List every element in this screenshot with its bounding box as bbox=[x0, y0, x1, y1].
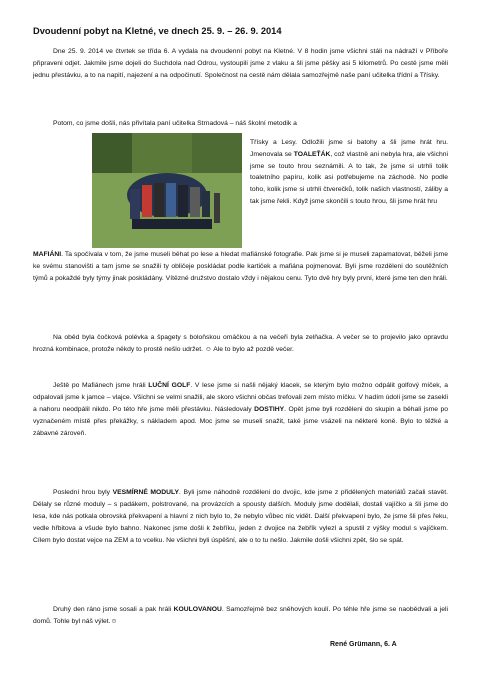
game-name-vesmirne-moduly: VESMÍRNÉ MODULY bbox=[112, 489, 180, 496]
text-segment: Třísky a Lesy. Odložili jsme si batohy a šli jsme hrát hru. Jmenovala se bbox=[250, 138, 448, 158]
paragraph-arrival bbox=[33, 46, 448, 82]
paragraph-modules bbox=[33, 487, 448, 547]
text-segment: . Ta spočívala v tom, že jsme museli běhat po lese a hledat mafiánské fotografie. Pak jsme si je museli zapamatovat, běželi jsme ke svému stanovišti a tam jsme se snažili ty obličeje poskládat podle kartiček a mafiána pojmenovat. Byli jsme rozděleni do soutěžních týmů a pokaždé byly týmy jinak poskládány. Vítězné družstvo dostalo vždy i nějakou cenu. Tyto dvě hry byly první, které jsme ten den hráli. bbox=[33, 251, 448, 282]
paragraph-1: Dne 25. 9. 2014 ve čtvrtek se třída 6. A vydala na dvoudenní pobyt na Kletné. V 8 hodin jsme všichni stáli na nádraží v Příboře připraveni odjet. Jakmile jsme dojeli do Suchdola nad Odrou, vystoupili jsme z vlaku a šli jsme pěšky asi 5 kilometrů. Po cestě jsme měli jednu přestávku, a to na napití, najezení a na odpočinutí. Společnost na cestě nám dělala samozřejmě naše paní učitelka třídní a Třísky. bbox=[33, 48, 448, 79]
paragraph-lunch bbox=[33, 332, 448, 356]
paragraph-day-two bbox=[33, 604, 448, 628]
game-name-lucni-golf: LUČNÍ GOLF bbox=[148, 382, 191, 389]
paragraph-2-column bbox=[250, 130, 448, 215]
paragraph-2-rest bbox=[33, 249, 448, 285]
paragraph-3: Na oběd byla čočková polévka a špagety s boloňskou omáčkou a na večeři byla zelňačka. A večer se to projevilo jako opravdu hrozná kombinace, protože někdy to prostě nešlo udržet. ☺ Ale to bylo až pozdě večer. bbox=[33, 334, 448, 353]
author-signature: René Grümann, 6. A bbox=[330, 641, 397, 648]
game-name-toaletak: TOALEŤÁK bbox=[293, 150, 331, 158]
paragraph-2-line1: Potom, co jsme došli, nás přivítala paní učitelka Strnadová – náš školní metodik a bbox=[53, 120, 297, 127]
text-segment: . Opět jsme byli rozděleni do skupin a běhali jsme po vyznačeném místě přes překážky, s nákladem apod. Moc jsme se museli snažit, také jsme vsázeli na některé koně. Bylo to těžké a zábavné zároveň. bbox=[33, 405, 448, 437]
page-title: Dvoudenní pobyt na Kletné, ve dnech 25. 9. – 26. 9. 2014 bbox=[33, 26, 282, 36]
paragraph-2-right bbox=[250, 137, 448, 208]
paragraph-6 bbox=[33, 604, 448, 628]
game-name-dostihy: DOSTIHY bbox=[254, 405, 285, 413]
paragraph-5 bbox=[33, 487, 448, 547]
paragraph-golf bbox=[33, 380, 448, 440]
game-name-mafiani: MAFIÁNI bbox=[33, 251, 62, 258]
game-name-koulovanou: KOULOVANOU bbox=[173, 606, 222, 613]
group-photo bbox=[92, 133, 242, 248]
paragraph-4 bbox=[33, 380, 448, 440]
text-segment: Ještě po Mafiánech jsme hráli bbox=[53, 382, 149, 389]
paragraph-2-bottom bbox=[33, 249, 448, 285]
text-segment: Druhý den ráno jsme sosali a pak hráli bbox=[53, 606, 174, 613]
text-segment: . Samozřejmě bez sněhových koulí. Po téhle hře jsme se naobědvali a jeli domů. Tohle byl náš výlet.☺ bbox=[33, 606, 448, 625]
text-segment: . V lese jsme si našli nějaký klacek, se kterým bylo možno odpálit golfový míček, a odpalovali jsme k jamce – vlajce. Všichni se velmi snažili, ale skoro všichni občas trefovali zem místo míčku. V hadím údolí jsme se zasekli a nahoru neodpálil nikdo. Po této hře jsme měli přestávku. Následovaly bbox=[33, 382, 449, 413]
text-segment: Poslední hrou byly bbox=[53, 489, 113, 496]
text-segment: . Byli jsme náhodně rozděleni do dvojic, kde jsme z přidělených materiálů začali stavět. Dělaly se různé moduly – s padákem, polstrované, na provázcích a spousty dalších. Moduly jsme dodělali, dostali vajíčko a šli jsme do lesa, kde nás potkala obrovská překvapení a hlavní z nich bylo to, že nebylo vůbec nic vidět. Další překvapení bylo, že jsme šli přes řeku, vedle hřbitova a všude bylo bahno. Nakonec jsme došli k žebříku, jeden z dvojice na žebřík vylezl a spustil z výšky modul s vajíčkem. Cílem bylo dostat vejce na ZEM a to vcelku. Ne všichni byli úspěšní, ale o to tu nešlo. Jakmile došli všichni zpět, šlo se spát. bbox=[33, 489, 448, 544]
text-segment: , což vlastně ani nebyla hra, ale všichni jsme se touto hrou seznámili. A to tak, že jsme si utrhli tolik toaletního papíru, kolik asi potřebujeme na záchodě. No podle toho, kolik jsme si utrhli čtverečků, tolik našich vlastností, záliby a tak jsme řekli. Když jsme skončili s touto hrou, šli jsme hrát hru bbox=[250, 150, 448, 206]
paragraph-2-top bbox=[33, 118, 448, 130]
